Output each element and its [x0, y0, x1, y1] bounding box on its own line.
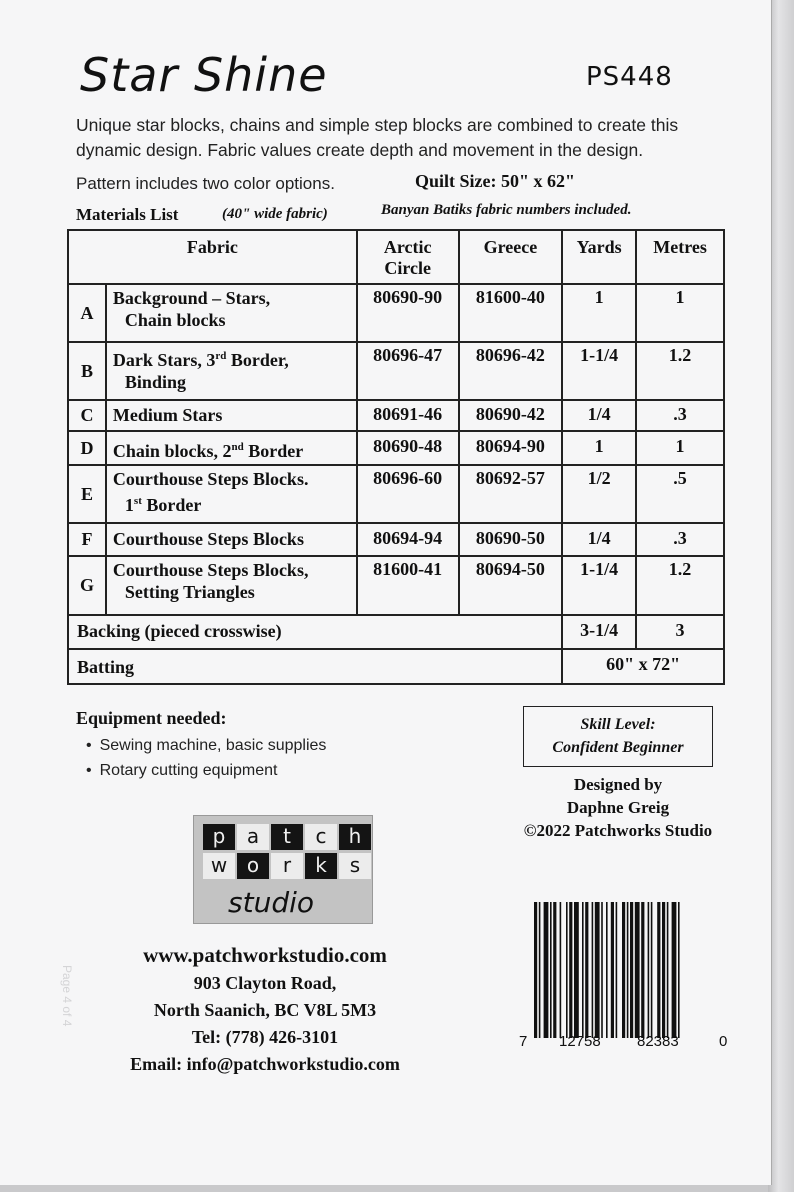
table-row: [68, 523, 724, 556]
skill-level-value: Confident Beginner: [552, 739, 684, 756]
row-arctic: 80696-60: [357, 465, 459, 523]
logo-letter: c: [305, 824, 337, 850]
address-line-1: 903 Clayton Road,: [193, 973, 337, 993]
row-yards: 1/4: [562, 523, 636, 556]
table-row: [68, 284, 724, 342]
table-row: [68, 556, 724, 615]
header-arctic-circle: [357, 230, 459, 284]
designed-by-label: Designed by: [573, 775, 663, 794]
table-row: [68, 431, 724, 465]
row-yards: 1/4: [562, 400, 636, 431]
skill-level-box: [523, 706, 713, 767]
row-letter: B: [68, 342, 106, 400]
backing-row: [68, 615, 724, 649]
row-arctic: 80694-94: [357, 523, 459, 556]
row-greece: 80694-90: [459, 431, 563, 465]
header-fabric: Fabric: [68, 230, 357, 284]
fabric-line-2-end: Border: [141, 495, 202, 515]
telephone: Tel: (778) 426-3101: [191, 1027, 339, 1047]
row-letter: E: [68, 465, 106, 523]
row-fabric: [106, 284, 357, 342]
logo-letter: h: [339, 824, 371, 850]
intro-line-1: Unique star blocks, chains and simple step blocks are combined to create this: [76, 115, 679, 135]
header-arctic-line-2: Circle: [384, 258, 431, 278]
table-row: [68, 342, 724, 400]
contact-block: [90, 940, 440, 1078]
logo-letter: r: [271, 853, 303, 879]
logo-letter: t: [271, 824, 303, 850]
fabric-line-1: Courthouse Steps Blocks,: [112, 560, 309, 580]
header-metres: Metres: [636, 230, 724, 284]
designer-name: Daphne Greig: [566, 798, 670, 817]
row-metres: 1: [636, 284, 724, 342]
skill-level-label: Skill Level:: [580, 716, 656, 733]
row-metres: .3: [636, 523, 724, 556]
materials-table: [67, 229, 725, 685]
list-item: • Sewing machine, basic supplies: [86, 733, 326, 758]
row-greece: 80694-50: [459, 556, 563, 615]
color-options-text: Pattern includes two color options.: [76, 174, 335, 193]
fabric-superscript: nd: [231, 441, 244, 453]
row-fabric: [106, 523, 357, 556]
header-greece: Greece: [459, 230, 563, 284]
logo-letter: o: [237, 853, 269, 879]
equipment-list: [86, 733, 326, 783]
row-yards: 1: [562, 284, 636, 342]
batting-row: [68, 649, 724, 684]
barcode-digits-left: 12758: [559, 1033, 601, 1050]
website-link[interactable]: www.patchworkstudio.com: [143, 943, 387, 967]
row-yards: 1/2: [562, 465, 636, 523]
pattern-code: PS448: [586, 62, 673, 92]
fabric-line-2: Chain blocks: [124, 310, 226, 330]
row-fabric: [106, 400, 357, 431]
row-arctic: 81600-41: [357, 556, 459, 615]
materials-label: Materials List: [76, 205, 179, 224]
row-fabric: [106, 342, 357, 400]
table-row: [68, 465, 724, 523]
fabric-line-1: Courthouse Steps Blocks: [112, 529, 304, 549]
barcode-digit-check: 0: [719, 1033, 728, 1050]
faint-page-number: Page 4 of 4: [60, 965, 74, 1027]
logo-letter: w: [203, 853, 235, 879]
fabric-line-2: Binding: [124, 372, 186, 392]
row-yards: 1-1/4: [562, 556, 636, 615]
row-metres: 1.2: [636, 556, 724, 615]
barcode-icon: [532, 902, 724, 1038]
barcode-digit-lead: 7: [519, 1033, 528, 1050]
row-arctic: 80696-47: [357, 342, 459, 400]
row-metres: .3: [636, 400, 724, 431]
row-arctic: 80691-46: [357, 400, 459, 431]
backing-yards: 3-1/4: [562, 615, 636, 649]
logo-word: studio: [228, 886, 314, 919]
logo-letter: s: [339, 853, 371, 879]
logo-row-2: [203, 853, 373, 879]
barcode-digits-right: 82383: [637, 1033, 679, 1050]
designer-credit: [500, 773, 736, 842]
fabric-superscript: rd: [215, 350, 227, 362]
list-item: • Rotary cutting equipment: [86, 758, 326, 783]
row-greece: 80692-57: [459, 465, 563, 523]
fabric-line-1-end: Border: [243, 441, 304, 461]
row-arctic: 80690-48: [357, 431, 459, 465]
row-yards: 1: [562, 431, 636, 465]
row-yards: 1-1/4: [562, 342, 636, 400]
row-fabric: [106, 465, 357, 523]
row-fabric: [106, 431, 357, 465]
intro-line-2: dynamic design. Fabric values create depth and movement in the design.: [76, 140, 644, 160]
patchworks-studio-logo: [193, 815, 373, 924]
backing-label: Backing (pieced crosswise): [68, 615, 562, 649]
row-letter: G: [68, 556, 106, 615]
equipment-title: Equipment needed:: [76, 708, 227, 728]
logo-row-1: [203, 824, 373, 850]
row-metres: 1.2: [636, 342, 724, 400]
quilt-size: Quilt Size: 50" x 62": [415, 171, 575, 191]
batting-size: 60" x 72": [562, 649, 724, 684]
row-letter: A: [68, 284, 106, 342]
row-greece: 80690-50: [459, 523, 563, 556]
row-letter: D: [68, 431, 106, 465]
logo-letter: k: [305, 853, 337, 879]
row-greece: 80696-42: [459, 342, 563, 400]
pattern-title: Star Shine: [80, 48, 328, 102]
header-yards: Yards: [562, 230, 636, 284]
backing-metres: 3: [636, 615, 724, 649]
fabric-line-2: Setting Triangles: [124, 582, 255, 602]
logo-letter: p: [203, 824, 235, 850]
fabric-line-1: Background – Stars,: [112, 288, 271, 308]
materials-width-note: (40" wide fabric): [222, 206, 328, 222]
row-greece: 81600-40: [459, 284, 563, 342]
row-metres: .5: [636, 465, 724, 523]
fabric-line-1: Dark Stars, 3: [112, 350, 216, 370]
fabric-line-1: Medium Stars: [112, 405, 223, 425]
row-letter: F: [68, 523, 106, 556]
fabric-superscript: st: [133, 495, 142, 507]
logo-letter: a: [237, 824, 269, 850]
banyan-note: Banyan Batiks fabric numbers included.: [381, 202, 632, 218]
fabric-line-1: Chain blocks, 2: [112, 441, 232, 461]
table-header-row: [68, 230, 724, 284]
batting-label: Batting: [68, 649, 562, 684]
fabric-line-1: Courthouse Steps Blocks.: [112, 469, 309, 489]
copyright: ©2022 Patchworks Studio: [523, 821, 713, 840]
header-arctic-line-1: Arctic: [383, 237, 432, 257]
address-line-2: North Saanich, BC V8L 5M3: [153, 1000, 377, 1020]
fabric-line-2: 1: [124, 495, 134, 515]
row-letter: C: [68, 400, 106, 431]
intro-text: [76, 113, 736, 163]
row-greece: 80690-42: [459, 400, 563, 431]
row-arctic: 80690-90: [357, 284, 459, 342]
row-metres: 1: [636, 431, 724, 465]
email[interactable]: Email: info@patchworkstudio.com: [130, 1054, 400, 1074]
fabric-line-1-end: Border,: [226, 350, 289, 370]
row-fabric: [106, 556, 357, 615]
table-row: [68, 400, 724, 431]
